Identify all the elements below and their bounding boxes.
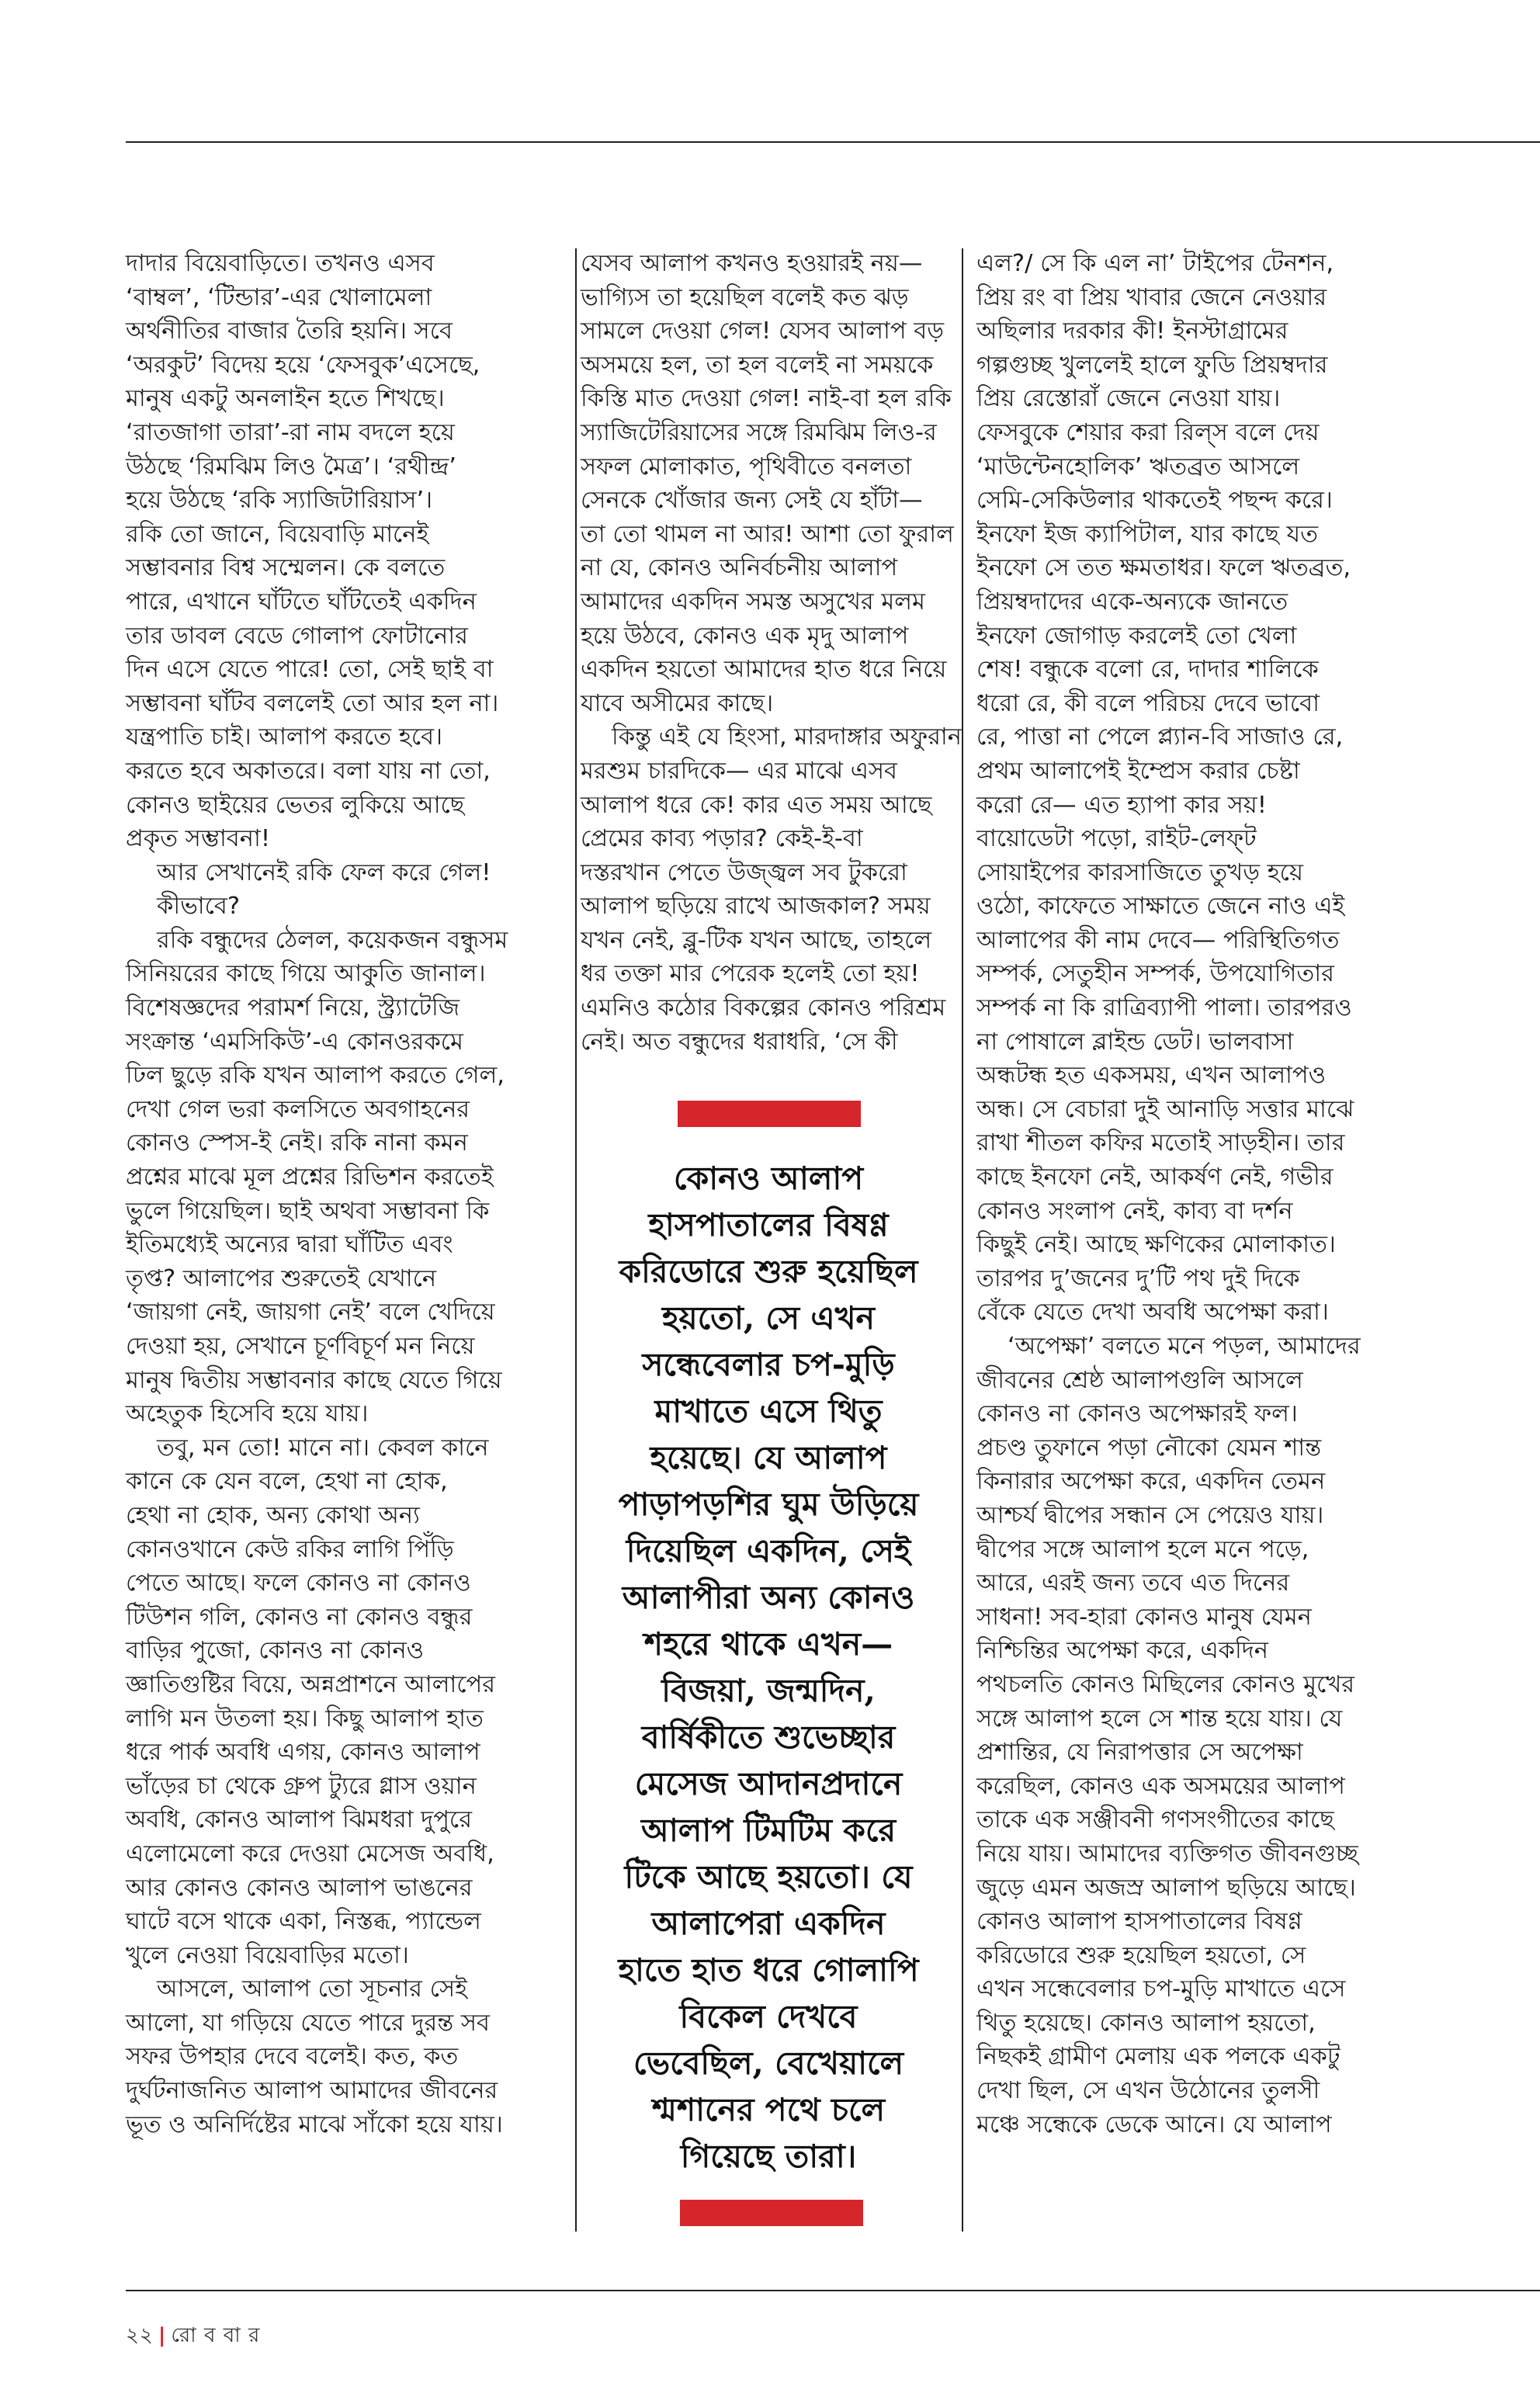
text-line: ‘মাউন্টেনহোলিক’ ঋতব্রত আসলে bbox=[976, 453, 1300, 480]
text-line: অছিলার দরকার কী! ইনস্টাগ্রামের bbox=[976, 317, 1289, 345]
text-line: দেখা গেল ভরা কলসিতে অবগাহনের bbox=[126, 1095, 470, 1123]
text-line: অর্থনীতির বাজার তৈরি হয়নি। সবে bbox=[126, 317, 453, 345]
pullquote-bottom-bar bbox=[680, 2200, 863, 2226]
text-line: সম্পর্ক, সেতুহীন সম্পর্ক, উপযোগিতার bbox=[976, 960, 1334, 988]
text-line: সেমি-সেকিউলার থাকতেই পছন্দ করে। bbox=[976, 487, 1333, 515]
text-line: থিতু হয়েছে। কোনও আলাপ হয়তো, bbox=[976, 2009, 1316, 2037]
text-line: কোনও ছাইয়ের ভেতর লুকিয়ে আছে bbox=[126, 791, 465, 819]
text-line: না যে, কোনও অনির্বচনীয় আলাপ bbox=[581, 554, 898, 582]
text-line: কীভাবে? bbox=[157, 893, 241, 921]
text-line: এলোমেলো করে দেওয়া মেসেজ অবধি, bbox=[126, 1840, 494, 1868]
text-line: দিন এসে যেতে পারে! তো, সেই ছাই বা bbox=[126, 656, 494, 684]
text-line: বেঁকে যেতে দেখা অবধি অপেক্ষা করা। bbox=[976, 1299, 1329, 1327]
text-line: প্রেমের কাব্য পড়ার? কেই-ই-বা bbox=[581, 825, 863, 853]
text-line: সিনিয়রের কাছে গিয়ে আকুতি জানাল। bbox=[126, 960, 486, 988]
text-line: ‘বাম্বল’, ‘টিন্ডার’-এর খোলামেলা bbox=[126, 283, 432, 311]
text-line: বাড়ির পুজো, কোনও না কোনও bbox=[126, 1637, 425, 1665]
text-line: এমনিও কঠোর বিকল্পের কোনও পরিশ্রম bbox=[581, 994, 946, 1022]
text-line: প্রথম আলাপেই ইম্প্রেস করার চেষ্টা bbox=[976, 757, 1300, 785]
pullquote-line: হাতে হাত ধরে গোলাপি bbox=[618, 1951, 919, 1989]
pullquote-line: হয়তো, সে এখন bbox=[662, 1299, 875, 1337]
magazine-name: রো ব বা র bbox=[171, 2324, 261, 2347]
column-divider-2 bbox=[962, 248, 963, 2232]
text-line: নিছকই গ্রামীণ মেলায় এক পলকে একটু bbox=[976, 2043, 1341, 2071]
text-line: দুর্ঘটনাজনিত আলাপ আমাদের জীবনের bbox=[126, 2077, 498, 2105]
text-line: ভাগ্যিস তা হয়েছিল বলেই কত ঝড় bbox=[581, 283, 909, 311]
pullquote-line: দিয়েছিল একদিন, সেই bbox=[626, 1532, 911, 1569]
text-line: আমাদের একদিন সমস্ত অসুখের মলম bbox=[581, 588, 925, 616]
article-column-1 bbox=[126, 247, 568, 2142]
text-line: দ্বীপের সঙ্গে আলাপ হলে মনে পড়ে, bbox=[976, 1535, 1309, 1563]
text-line: ওঠো, কাফেতে সাক্ষাতে জেনে নাও এই bbox=[976, 893, 1345, 921]
text-line: অন্ধ। সে বেচারা দুই আনাড়ি সত্তার মাঝে bbox=[976, 1095, 1354, 1123]
text-line: মানুষ একটু অনলাইন হতে শিখছে। bbox=[126, 385, 445, 413]
text-line: আর সেখানেই রকি ফেল করে গেল! bbox=[157, 858, 491, 886]
text-line: কিন্তু এই যে হিংসা, মারদাঙ্গার অফুরান bbox=[612, 723, 962, 751]
text-line: প্রিয় রেস্তোরাঁ জেনে নেওয়া যায়। bbox=[976, 385, 1281, 413]
text-line: যখন নেই, ব্লু-টিক যখন আছে, তাহলে bbox=[581, 926, 932, 954]
text-line: খুলে নেওয়া বিয়েবাড়ির মতো। bbox=[126, 1941, 409, 1969]
text-line: যাবে অসীমের কাছে। bbox=[581, 689, 774, 717]
text-line: প্রকৃত সম্ভাবনা! bbox=[126, 825, 271, 853]
column-divider-1 bbox=[575, 248, 577, 2232]
pullquote-top-bar bbox=[678, 1101, 861, 1127]
text-line: হয়ে উঠবে, কোনও এক মৃদু আলাপ bbox=[581, 622, 909, 650]
text-line: করতে হবে অকাতরে। বলা যায় না তো, bbox=[126, 757, 491, 785]
pullquote-line: বিকেল দেখবে bbox=[679, 1998, 858, 2035]
text-line: কোনও সংলাপ নেই, কাব্য বা দর্শন bbox=[976, 1197, 1293, 1225]
text-line: তা তো থামল না আর! আশা তো ফুরাল bbox=[581, 520, 954, 548]
text-line: ঘাটে বসে থাকে একা, নিস্তব্ধ, প্যান্ডেল bbox=[126, 1908, 481, 1936]
text-line: প্রিয় রং বা প্রিয় খাবার জেনে নেওয়ার bbox=[976, 283, 1327, 311]
pullquote bbox=[590, 1155, 947, 2180]
text-line: তৃপ্ত? আলাপের শুরুতেই যেখানে bbox=[126, 1264, 437, 1292]
text-line: টিউশন গলি, কোনও না কোনও বন্ধুর bbox=[126, 1603, 473, 1631]
article-column-2 bbox=[581, 247, 962, 1059]
text-line: মানুষ দ্বিতীয় সম্ভাবনার কাছে যেতে গিয়ে bbox=[126, 1366, 502, 1394]
text-line: করো রে— এত হ্যাপা কার সয়! bbox=[976, 791, 1267, 819]
text-line: ইনফো ইজ ক্যাপিটাল, যার কাছে যত bbox=[976, 520, 1318, 548]
text-line: সেনকে খোঁজার জন্য সেই যে হাঁটা— bbox=[581, 487, 923, 515]
pullquote-line: কোনও আলাপ bbox=[673, 1160, 864, 1197]
text-line: বিশেষজ্ঞদের পরামর্শ নিয়ে, স্ট্র্যাটেজি bbox=[126, 994, 460, 1022]
text-line: পারে, এখানে ঘাঁটতে ঘাঁটতেই একদিন bbox=[126, 588, 477, 616]
text-line: ভাঁড়ের চা থেকে গ্রুপ ট্যুরে গ্লাস ওয়ান bbox=[126, 1772, 477, 1800]
text-line: আশ্চর্য দ্বীপের সন্ধান সে পেয়েও যায়। bbox=[976, 1501, 1324, 1529]
text-line: ভুলে গিয়েছিল। ছাই অথবা সম্ভাবনা কি bbox=[126, 1197, 490, 1225]
pullquote-line: টিকে আছে হয়তো। যে bbox=[624, 1858, 913, 1895]
text-line: এখন সন্ধেবেলার চপ-মুড়ি মাখাতে এসে bbox=[976, 1975, 1346, 2003]
text-line: ‘অরকুট’ বিদেয় হয়ে ‘ফেসবুক’এসেছে, bbox=[126, 351, 480, 379]
page-number: ২২ bbox=[126, 2324, 154, 2347]
text-line: শেষ! বন্ধুকে বলো রে, দাদার শালিকে bbox=[976, 656, 1319, 684]
text-line: উঠছে ‘রিমঝিম লিও মৈত্র’। ‘রথীন্দ্র’ bbox=[126, 453, 456, 480]
text-line: পেতে আছে। ফলে কোনও না কোনও bbox=[126, 1569, 471, 1597]
text-line: আসলে, আলাপ তো সূচনার সেই bbox=[157, 1975, 467, 2003]
text-line: প্রশ্নের মাঝে মূল প্রশ্নের রিভিশন করতেই bbox=[126, 1164, 494, 1191]
text-line: কাছে ইনফো নেই, আকর্ষণ নেই, গভীর bbox=[976, 1164, 1334, 1191]
text-line: সম্পর্ক না কি রাত্রিব্যাপী পালা। তারপরও bbox=[976, 994, 1352, 1022]
text-line: ইতিমধ্যেই অন্যের দ্বারা ঘাঁটিত এবং bbox=[126, 1231, 453, 1259]
footer-separator: | bbox=[158, 2324, 167, 2347]
text-line: করিডোরে শুরু হয়েছিল হয়তো, সে bbox=[976, 1941, 1306, 1969]
text-line: পথচলতি কোনও মিছিলের কোনও মুখের bbox=[976, 1670, 1355, 1698]
text-line: সফল মোলাকাত, পৃথিবীতে বনলতা bbox=[581, 453, 912, 480]
text-line: ‘জায়গা নেই, জায়গা নেই’ বলে খেদিয়ে bbox=[126, 1299, 495, 1327]
text-line: তার ডাবল বেডে গোলাপ ফোটানোর bbox=[126, 622, 468, 650]
text-line: ঢিল ছুড়ে রকি যখন আলাপ করতে গেল, bbox=[126, 1062, 505, 1090]
text-line: স্যাজিটেরিয়াসের সঙ্গে রিমঝিম লিও-র bbox=[581, 418, 937, 446]
pullquote-line: শ্মশানের পথে চলে bbox=[651, 2091, 886, 2128]
pullquote-line: পাড়াপড়শির ঘুম উড়িয়ে bbox=[618, 1486, 919, 1523]
text-line: করেছিল, কোনও এক অসময়ের আলাপ bbox=[976, 1772, 1345, 1800]
pullquote-line: মাখাতে এসে থিতু bbox=[654, 1392, 883, 1430]
text-line: দস্তরখান পেতে উজ্জ্বল সব টুকরো bbox=[581, 858, 907, 886]
text-line: আরে, এরই জন্য তবে এত দিনের bbox=[976, 1569, 1290, 1597]
text-line: প্রচণ্ড তুফানে পড়া নৌকো যেমন শান্ত bbox=[976, 1434, 1322, 1462]
text-line: সংক্রান্ত ‘এমসিকিউ’-এ কোনওরকমে bbox=[126, 1028, 463, 1056]
text-line: জীবনের শ্রেষ্ঠ আলাপগুলি আসলে bbox=[976, 1366, 1303, 1394]
pullquote-line: শহরে থাকে এখন— bbox=[643, 1625, 893, 1663]
text-line: কোনও আলাপ হাসপাতালের বিষণ্ণ bbox=[976, 1908, 1302, 1936]
text-line: প্রিয়ম্বদাদের একে-অন্যকে জানতে bbox=[976, 588, 1289, 616]
pullquote-line: সন্ধেবেলার চপ-মুড়ি bbox=[642, 1346, 895, 1383]
text-line: অসময়ে হল, তা হল বলেই না সময়কে bbox=[581, 351, 934, 379]
text-line: ফেসবুকে শেয়ার করা রিল্‌স বলে দেয় bbox=[976, 418, 1320, 446]
text-line: লাগি মন উতলা হয়। কিছু আলাপ হাত bbox=[126, 1705, 484, 1732]
text-line: কিছুই নেই। আছে ক্ষণিকের মোলাকাত। bbox=[976, 1231, 1336, 1259]
text-line: দেওয়া হয়, সেখানে চূর্ণবিচূর্ণ মন নিয়ে bbox=[126, 1333, 475, 1360]
text-line: মরশুম চারদিকে— এর মাঝে এসব bbox=[581, 757, 898, 785]
text-line: সোয়াইপের কারসাজিতে তুখড় হয়ে bbox=[976, 858, 1303, 886]
text-line: জুড়ে এমন অজস্র আলাপ ছড়িয়ে আছে। bbox=[976, 1874, 1356, 1902]
text-line: হেথা না হোক, অন্য কোথা অন্য bbox=[126, 1501, 420, 1529]
text-line: আলাপ ধরে কে! কার এত সময় আছে bbox=[581, 791, 932, 819]
text-line: যেসব আলাপ কখনও হওয়ারই নয়— bbox=[581, 250, 923, 277]
text-line: সাধনা! সব-হারা কোনও মানুষ যেমন bbox=[976, 1603, 1312, 1631]
pullquote-line: করিডোরে শুরু হয়েছিল bbox=[619, 1253, 918, 1290]
text-line: ধরো রে, কী বলে পরিচয় দেবে ভাবো bbox=[976, 689, 1320, 717]
text-line: ‘রাতজাগা তারা’-রা নাম বদলে হয়ে bbox=[126, 418, 455, 446]
pullquote-line: ভেবেছিল, বেখেয়ালে bbox=[633, 2044, 904, 2082]
text-line: ‘অপেক্ষা’ বলতে মনে পড়ল, আমাদের bbox=[1008, 1333, 1361, 1360]
text-line: তবু, মন তো! মানে না। কেবল কানে bbox=[157, 1434, 489, 1462]
pullquote-line: বার্ষিকীতে শুভেচ্ছার bbox=[641, 1718, 896, 1756]
text-line: কোনও না কোনও অপেক্ষারই ফল। bbox=[976, 1400, 1298, 1428]
text-line: কোনওখানে কেউ রকির লাগি পিঁড়ি bbox=[126, 1535, 454, 1563]
pullquote-line: মেসেজ আদানপ্রদানে bbox=[634, 1765, 903, 1802]
text-line: তারপর দু’জনের দু’টি পথ দুই দিকে bbox=[976, 1264, 1300, 1292]
text-line: ধরে পার্ক অবধি এগয়, কোনও আলাপ bbox=[126, 1739, 480, 1767]
text-line: সম্ভাবনার বিশ্ব সম্মেলন। কে বলতে bbox=[126, 554, 446, 582]
pullquote-line: বিজয়া, জন্মদিন, bbox=[661, 1672, 876, 1709]
text-line: কিস্তি মাত দেওয়া গেল! নাই-বা হল রকি bbox=[581, 385, 952, 413]
page-footer bbox=[126, 2319, 260, 2353]
pullquote-line: আলাপীরা অন্য কোনও bbox=[622, 1579, 915, 1616]
text-line: সম্ভাবনা ঘাঁটব বললেই তো আর হল না। bbox=[126, 689, 499, 717]
text-line: ভূত ও অনির্দিষ্টের মাঝে সাঁকো হয়ে যায়। bbox=[126, 2110, 503, 2138]
bottom-rule bbox=[126, 2290, 1540, 2291]
pullquote-line: আলাপেরা একদিন bbox=[651, 1905, 886, 1942]
text-line: রে, পাত্তা না পেলে প্ল্যান-বি সাজাও রে, bbox=[976, 723, 1344, 751]
text-line: ইনফো জোগাড় করলেই তো খেলা bbox=[976, 622, 1297, 650]
text-line: কোনও স্পেস-ই নেই। রকি নানা কমন bbox=[126, 1129, 468, 1157]
pullquote-line: হাসপাতালের বিষণ্ণ bbox=[648, 1206, 889, 1243]
text-line: তাকে এক সঞ্জীবনী গণসংগীতের কাছে bbox=[976, 1806, 1334, 1834]
text-line: অন্ধটন্ধ হত একসময়, এখন আলাপও bbox=[976, 1062, 1327, 1090]
text-line: প্রশান্তির, যে নিরাপত্তার সে অপেক্ষা bbox=[976, 1739, 1303, 1767]
text-line: বায়োডেটা পড়ো, রাইট-লেফ্‌ট bbox=[976, 825, 1257, 853]
text-line: যন্ত্রপাতি চাই। আলাপ করতে হবে। bbox=[126, 723, 443, 751]
text-line: একদিন হয়তো আমাদের হাত ধরে নিয়ে bbox=[581, 656, 947, 684]
text-line: আর কোনও কোনও আলাপ ভাঙনের bbox=[126, 1874, 473, 1902]
text-line: নেই। অত বন্ধুদের ধরাধরি, ‘সে কী bbox=[581, 1028, 898, 1056]
text-line: রকি বন্ধুদের ঠেলল, কয়েকজন বন্ধুসম bbox=[157, 926, 508, 954]
text-line: জ্ঞাতিগুষ্টির বিয়ে, অন্নপ্রাশনে আলাপের bbox=[126, 1670, 496, 1698]
text-line: নিয়ে যায়। আমাদের ব্যক্তিগত জীবনগুচ্ছ bbox=[976, 1840, 1358, 1868]
top-rule bbox=[126, 141, 1540, 143]
text-line: কানে কে যেন বলে, হেথা না হোক, bbox=[126, 1468, 448, 1496]
pullquote-line: আলাপ টিমটিম করে bbox=[640, 1812, 897, 1849]
text-line: আলাপের কী নাম দেবে— পরিস্থিতিগত bbox=[976, 926, 1340, 954]
text-line: হয়ে উঠছে ‘রকি স্যাজিটারিয়াস’। bbox=[126, 487, 433, 515]
text-line: রাখা শীতল কফির মতোই সাড়হীন। তার bbox=[976, 1129, 1345, 1157]
text-line: গল্পগুচ্ছ খুললেই হালে ফুডি প্রিয়ম্বদার bbox=[976, 351, 1328, 379]
text-line: না পোষালে ব্লাইন্ড ডেট। ভালবাসা bbox=[976, 1028, 1294, 1056]
pullquote-line: গিয়েছে তারা। bbox=[680, 2138, 857, 2175]
text-line: মঞ্চে সন্ধেকে ডেকে আনে। যে আলাপ bbox=[976, 2110, 1332, 2138]
text-line: এল?/ সে কি এল না’ টাইপের টেনশন, bbox=[976, 250, 1334, 277]
text-line: সফর উপহার দেবে বলেই। কত, কত bbox=[126, 2043, 459, 2071]
text-line: কিনারার অপেক্ষা করে, একদিন তেমন bbox=[976, 1468, 1326, 1496]
text-line: দাদার বিয়েবাড়িতে। তখনও এসব bbox=[126, 250, 435, 277]
text-line: আলাপ ছড়িয়ে রাখে আজকাল? সময় bbox=[581, 893, 931, 921]
text-line: অবধি, কোনও আলাপ ঝিমধরা দুপুরে bbox=[126, 1806, 472, 1834]
text-line: অহেতুক হিসেবি হয়ে যায়। bbox=[126, 1400, 369, 1428]
text-line: সঙ্গে আলাপ হলে সে শান্ত হয়ে যায়। যে bbox=[976, 1705, 1343, 1732]
text-line: ইনফো সে তত ক্ষমতাধর। ফলে ঋতব্রত, bbox=[976, 554, 1351, 582]
text-line: আলো, যা গড়িয়ে যেতে পারে দুরন্ত সব bbox=[126, 2009, 491, 2037]
text-line: রকি তো জানে, বিয়েবাড়ি মানেই bbox=[126, 520, 429, 548]
text-line: ধর তক্তা মার পেরেক হলেই তো হয়! bbox=[581, 960, 920, 988]
text-line: নিশ্চিন্তির অপেক্ষা করে, একদিন bbox=[976, 1637, 1268, 1665]
text-line: সামলে দেওয়া গেল! যেসব আলাপ বড় bbox=[581, 317, 945, 345]
text-line: দেখা ছিল, সে এখন উঠোনের তুলসী bbox=[976, 2077, 1320, 2105]
pullquote-line: হয়েছে। যে আলাপ bbox=[650, 1439, 887, 1476]
article-column-3 bbox=[976, 247, 1427, 2142]
